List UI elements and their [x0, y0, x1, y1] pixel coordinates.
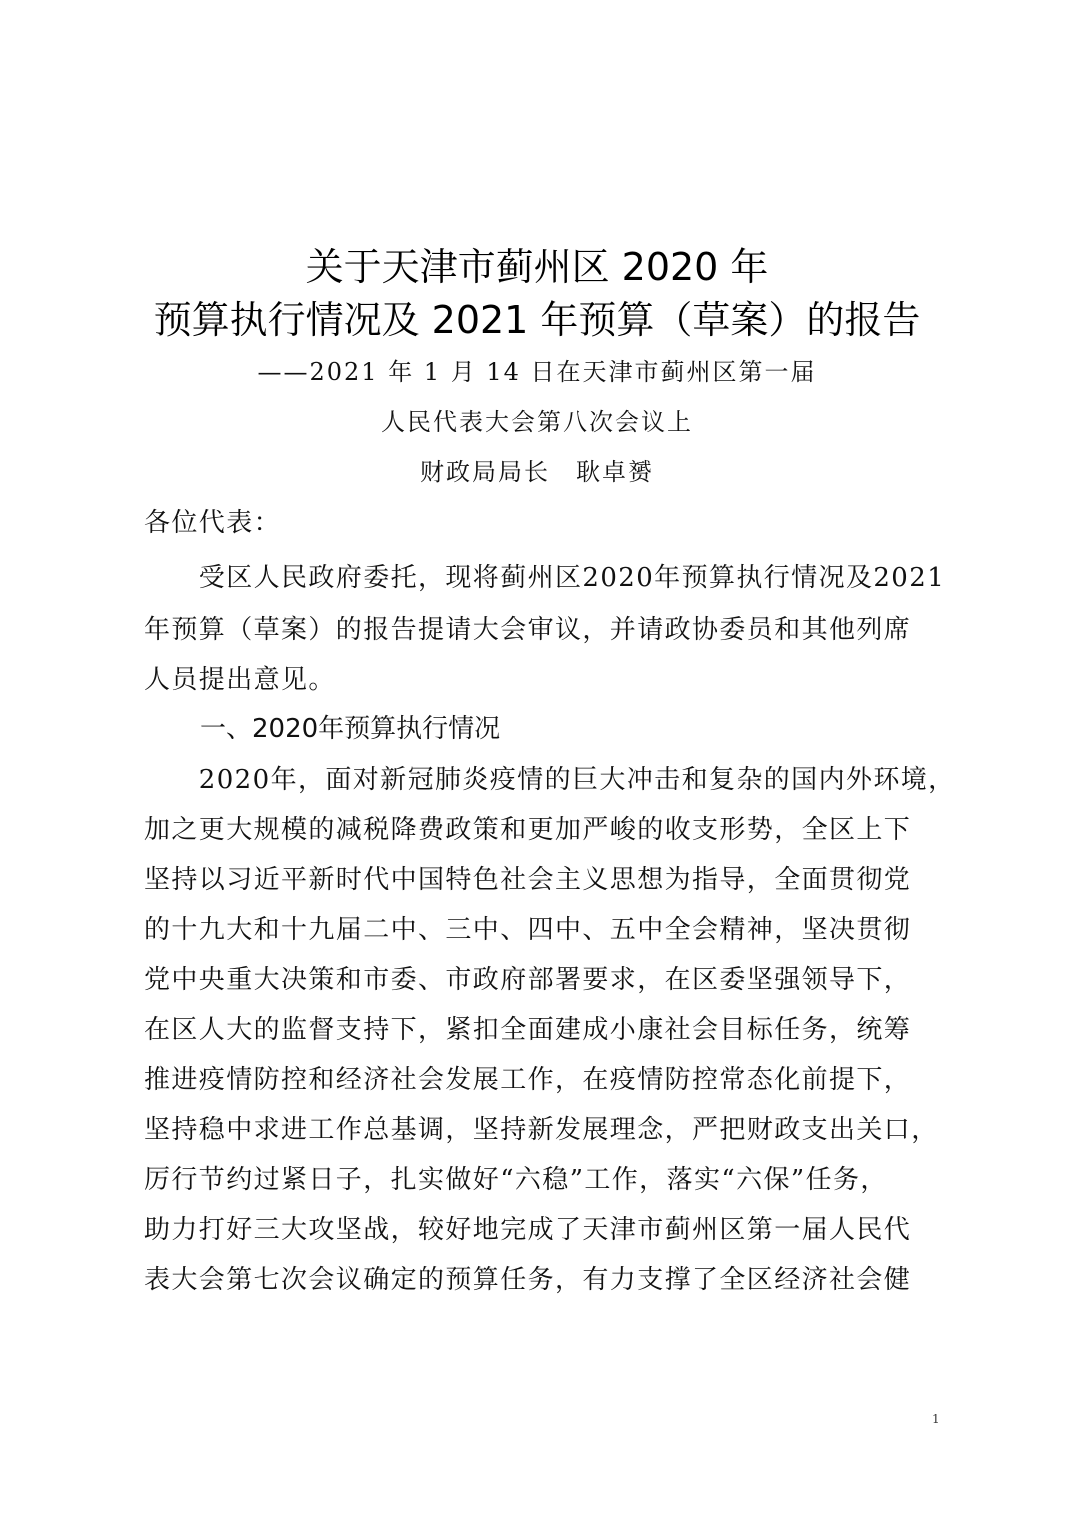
body-line: 推进疫情防控和经济社会发展工作，在疫情防控常态化前提下，	[144, 1065, 912, 1095]
body-line: 坚持以习近平新时代中国特色社会主义思想为指导，全面贯彻党	[144, 865, 912, 895]
document-title-line-2: 预算执行情况及 2021 年预算（草案）的报告	[153, 298, 921, 342]
body-line: 的十九大和十九届二中、三中、四中、五中全会精神，坚决贯彻	[144, 915, 912, 945]
author-line: 财政局局长 耿卓赟	[420, 458, 654, 486]
body-line: 在区人大的监督支持下，紧扣全面建成小康社会目标任务，统筹	[144, 1015, 912, 1045]
salutation: 各位代表：	[144, 508, 282, 538]
body-line: 助力打好三大攻坚战，较好地完成了天津市蓟州区第一届人民代	[144, 1215, 912, 1245]
body-line: 厉行节约过紧日子，扎实做好“六稳”工作，落实“六保”任务，	[144, 1165, 888, 1195]
body-line: 2020年，面对新冠肺炎疫情的巨大冲击和复杂的国内外环境，	[144, 765, 956, 795]
intro-line: 受区人民政府委托，现将蓟州区2020年预算执行情况及2021	[144, 563, 946, 593]
body-line: 党中央重大决策和市委、市政府部署要求，在区委坚强领导下，	[144, 965, 912, 995]
body-line: 表大会第七次会议确定的预算任务，有力支撑了全区经济社会健	[144, 1265, 912, 1295]
body-line: 加之更大规模的减税降费政策和更加严峻的收支形势，全区上下	[144, 815, 912, 845]
section-heading: 一、2020年预算执行情况	[200, 714, 501, 744]
intro-line: 人员提出意见。	[144, 665, 336, 695]
document-title-line-1: 关于天津市蓟州区 2020 年	[305, 245, 769, 289]
subtitle-line-1: ——2021 年 1 月 14 日在天津市蓟州区第一届	[257, 358, 817, 386]
page-number: 1	[932, 1412, 940, 1426]
subtitle-line-2: 人民代表大会第八次会议上	[381, 408, 693, 436]
intro-line: 年预算（草案）的报告提请大会审议，并请政协委员和其他列席	[144, 615, 912, 645]
body-line: 坚持稳中求进工作总基调，坚持新发展理念，严把财政支出关口，	[144, 1115, 939, 1145]
